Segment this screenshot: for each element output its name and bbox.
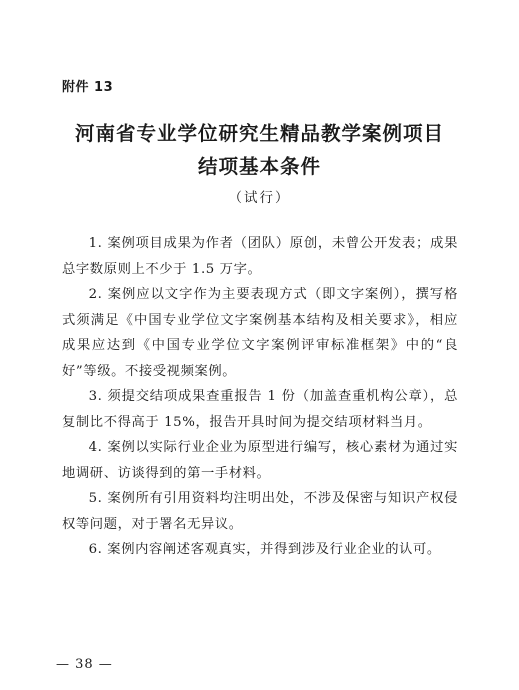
attachment-label: 附件 13 (62, 80, 114, 95)
paragraph-3: 3. 须提交结项成果查重报告 1 份（加盖查重机构公章），总复制比不得高于 15%，报告开具时间为提交结项材料当月。 (62, 389, 458, 430)
document-body (62, 231, 458, 563)
page-number: — 38 — (56, 657, 113, 672)
document-title-line2: 结项基本条件 (197, 155, 321, 178)
document-title-line1: 河南省专业学位研究生精品教学案例项目 (74, 122, 444, 145)
paragraph-4: 4. 案例以实际行业企业为原型进行编写，核心素材为通过实地调研、访谈得到的第一手材料。 (62, 440, 458, 481)
paragraph-6: 6. 案例内容阐述客观真实，并得到涉及行业企业的认可。 (88, 542, 441, 557)
paragraph-2: 2. 案例应以文字作为主要表现方式（即文字案例），撰写格式须满足《中国专业学位文字案例基本结构及相关要求》，相应成果应达到《中国专业学位文字案例评审标准框架》中的“良好”等级。不接受视频案例。 (62, 287, 458, 379)
paragraph-1: 1. 案例项目成果为作者（团队）原创，未曾公开发表；成果总字数原则上不少于 1.5 万字。 (62, 236, 458, 277)
document-subtitle: （试行） (228, 190, 291, 206)
paragraph-5: 5. 案例所有引用资料均注明出处，不涉及保密与知识产权侵权等问题，对于署名无异议。 (62, 491, 458, 532)
